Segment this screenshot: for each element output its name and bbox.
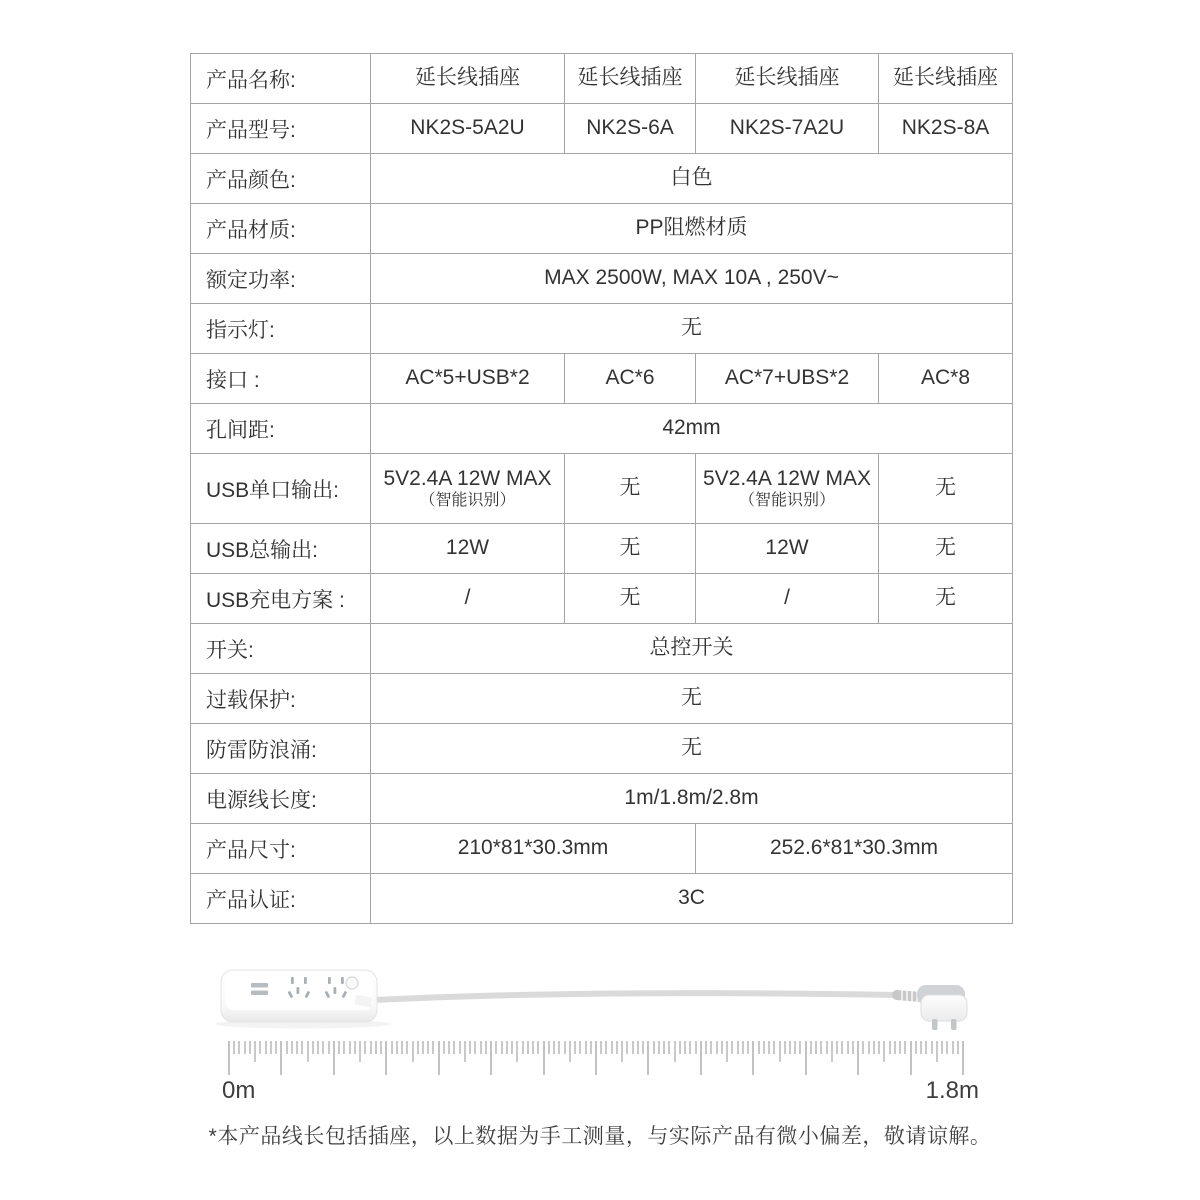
spec-value: AC*8 [879,354,1013,404]
ruler-tick [847,1041,849,1054]
ruler-tick [238,1041,240,1054]
ruler-tick [296,1041,298,1054]
table-row [191,824,1013,874]
spec-value: 无 [879,524,1013,574]
ruler-tick [244,1041,246,1054]
spec-value: 无 [371,724,1013,774]
ruler-tick [558,1041,560,1054]
ruler-tick [925,1041,927,1054]
ruler-tick [412,1041,414,1062]
spec-value: 210*81*30.3mm [371,824,696,874]
ruler-tick [312,1041,314,1054]
ruler-tick [731,1041,733,1054]
ruler-tick [485,1041,487,1054]
table-row [191,674,1013,724]
ruler-tick [338,1041,340,1054]
spec-value: 42mm [371,404,1013,454]
ruler-tick [422,1041,424,1054]
ruler-tick [469,1041,471,1054]
ruler-tick [857,1041,859,1075]
ruler-tick [453,1041,455,1054]
spec-label: 额定功率: [191,254,371,304]
ruler-tick [301,1041,303,1054]
ruler-labels [222,1077,979,1105]
ruler-tick [333,1041,335,1075]
ruler-tick [726,1041,728,1062]
ruler-tick [448,1041,450,1054]
ruler-tick [474,1041,476,1054]
ruler-tick [674,1041,676,1062]
ruler-tick [432,1041,434,1054]
table-row [191,204,1013,254]
spec-label: 产品材质: [191,204,371,254]
spec-value: AC*5+USB*2 [371,354,565,404]
ruler-start-label: 0m [222,1077,256,1104]
ruler-tick [784,1041,786,1054]
ruler-tick [810,1041,812,1054]
spec-label: 产品认证: [191,874,371,924]
ruler-tick [438,1041,440,1075]
ruler-tick [742,1041,744,1054]
ruler-tick [307,1041,309,1062]
spec-value: NK2S-5A2U [371,104,565,154]
ruler-tick [532,1041,534,1054]
ruler-tick [275,1041,277,1054]
spec-value: MAX 2500W, MAX 10A , 250V~ [371,254,1013,304]
ruler-tick [501,1041,503,1054]
ruler-tick [511,1041,513,1054]
table-row [191,574,1013,624]
spec-value: 延长线插座 [879,54,1013,104]
ruler-tick [899,1041,901,1054]
spec-value: 无 [565,454,696,524]
spec-label: 接口 : [191,354,371,404]
ruler-tick [768,1041,770,1054]
spec-value: 无 [879,454,1013,524]
ruler-tick [380,1041,382,1054]
spec-label: 电源线长度: [191,774,371,824]
ruler-tick [391,1041,393,1054]
ruler-tick [841,1041,843,1054]
ruler-tick [406,1041,408,1054]
table-row [191,254,1013,304]
ruler-tick [642,1041,644,1054]
spec-value: / [696,574,879,624]
ruler-tick [663,1041,665,1054]
ruler-tick [716,1041,718,1054]
ruler-tick [868,1041,870,1054]
ruler-tick [270,1041,272,1054]
ruler-tick [831,1041,833,1062]
ruler-tick [427,1041,429,1054]
ruler-tick [506,1041,508,1054]
ruler-tick [752,1041,754,1075]
table-row [191,404,1013,454]
spec-value: NK2S-8A [879,104,1013,154]
ruler-tick [605,1041,607,1054]
ruler-tick [590,1041,592,1054]
ruler-tick [815,1041,817,1054]
ruler-tick [689,1041,691,1054]
ruler-tick [936,1041,938,1062]
spec-label: 孔间距: [191,404,371,454]
table-row [191,874,1013,924]
ruler-tick [773,1041,775,1054]
ruler-tick [291,1041,293,1054]
ruler-tick [228,1041,230,1075]
ruler-tick [522,1041,524,1054]
table-row [191,304,1013,354]
table-row [191,154,1013,204]
ruler-tick [553,1041,555,1054]
ruler-tick [265,1041,267,1054]
spec-value: 3C [371,874,1013,924]
table-row [191,624,1013,674]
ruler-tick [495,1041,497,1054]
table-row [191,354,1013,404]
ruler-tick [259,1041,261,1054]
spec-label: USB总输出: [191,524,371,574]
spec-label: 产品尺寸: [191,824,371,874]
ruler-tick [894,1041,896,1054]
ruler-tick [375,1041,377,1054]
spec-label: USB充电方案 : [191,574,371,624]
ruler-tick [527,1041,529,1054]
spec-label: 产品颜色: [191,154,371,204]
spec-value: 总控开关 [371,624,1013,674]
ruler-tick [564,1041,566,1054]
ruler-tick [779,1041,781,1062]
ruler-tick [789,1041,791,1054]
ruler-tick [585,1041,587,1054]
table-row [191,524,1013,574]
ruler-tick [794,1041,796,1054]
ruler-tick [249,1041,251,1054]
ruler-tick [952,1041,954,1054]
ruler-tick [579,1041,581,1054]
ruler-tick [569,1041,571,1062]
ruler-tick [317,1041,319,1054]
ruler-tick [710,1041,712,1054]
ruler-tick [621,1041,623,1062]
ruler-tick [910,1041,912,1075]
ruler-tick [647,1041,649,1075]
ruler-tick [758,1041,760,1054]
spec-value: AC*6 [565,354,696,404]
spec-table [190,53,1013,924]
ruler-tick [904,1041,906,1054]
ruler-tick [343,1041,345,1054]
table-row [191,54,1013,104]
plug [917,985,967,1030]
spec-value: 延长线插座 [565,54,696,104]
ruler-tick [941,1041,943,1054]
switch-button [346,977,358,989]
ruler-tick [600,1041,602,1054]
power-cord [375,993,897,1000]
spec-value: NK2S-7A2U [696,104,879,154]
spec-label: 产品名称: [191,54,371,104]
ruler-tick [354,1041,356,1054]
ruler-tick [490,1041,492,1075]
ruler-tick [543,1041,545,1075]
ruler-tick [632,1041,634,1054]
ruler-tick [862,1041,864,1054]
ruler-tick [280,1041,282,1075]
ruler-tick [721,1041,723,1054]
ruler [228,1041,964,1077]
footnote: *本产品线长包括插座，以上数据为手工测量，与实际产品有微小偏差，敬请谅解。 [208,1125,992,1148]
spec-value: 12W [371,524,565,574]
table-row [191,454,1013,524]
spec-value: 无 [879,574,1013,624]
ruler-tick [516,1041,518,1062]
ruler-tick [396,1041,398,1054]
ruler-tick [548,1041,550,1054]
ruler-tick [443,1041,445,1054]
ruler-tick [820,1041,822,1054]
spec-label: 过载保护: [191,674,371,724]
ruler-tick [480,1041,482,1054]
table-row [191,104,1013,154]
ruler-tick [889,1041,891,1054]
ruler-tick [464,1041,466,1062]
ruler-tick [328,1041,330,1054]
ruler-tick [747,1041,749,1054]
ruler-tick [826,1041,828,1054]
spec-value: NK2S-6A [565,104,696,154]
power-strip-illustration [205,958,980,1038]
ruler-tick [254,1041,256,1062]
spec-value: 无 [371,304,1013,354]
ruler-tick [370,1041,372,1054]
spec-label: USB单口输出: [191,454,371,524]
plug-prong [951,1019,957,1030]
ruler-tick [637,1041,639,1054]
table-row [191,774,1013,824]
ruler-tick [417,1041,419,1054]
ruler-tick [878,1041,880,1054]
spec-value: 5V2.4A 12W MAX （智能识别） [371,454,565,524]
spec-label: 开关: [191,624,371,674]
ruler-tick [805,1041,807,1075]
spec-value: 12W [696,524,879,574]
ruler-tick [931,1041,933,1054]
ruler-tick [799,1041,801,1054]
ruler-tick [705,1041,707,1054]
plug-prong [932,1019,938,1030]
ruler-tick [957,1041,959,1054]
spec-value: PP阻燃材质 [371,204,1013,254]
spec-value: 白色 [371,154,1013,204]
ruler-tick [574,1041,576,1054]
ruler-tick [668,1041,670,1054]
ruler-tick [852,1041,854,1054]
ruler-tick [658,1041,660,1054]
spec-label: 防雷防浪涌: [191,724,371,774]
ruler-tick [653,1041,655,1054]
spec-value: 无 [371,674,1013,724]
spec-value: 延长线插座 [696,54,879,104]
ruler-tick [700,1041,702,1075]
table-row [191,724,1013,774]
spec-value: / [371,574,565,624]
ruler-tick [836,1041,838,1054]
ruler-tick [679,1041,681,1054]
ruler-tick [684,1041,686,1054]
ruler-tick [349,1041,351,1054]
ruler-tick [873,1041,875,1054]
spec-value: 5V2.4A 12W MAX （智能识别） [696,454,879,524]
ruler-tick [616,1041,618,1054]
ruler-tick [946,1041,948,1054]
spec-value: 无 [565,574,696,624]
ruler-tick [962,1041,964,1075]
spec-value: 延长线插座 [371,54,565,104]
ruler-tick [537,1041,539,1054]
spec-value: 252.6*81*30.3mm [696,824,1013,874]
spec-label: 产品型号: [191,104,371,154]
ruler-tick [364,1041,366,1054]
ruler-tick [401,1041,403,1054]
spec-value: 1m/1.8m/2.8m [371,774,1013,824]
spec-label: 指示灯: [191,304,371,354]
ruler-end-label: 1.8m [925,1077,979,1104]
ruler-tick [883,1041,885,1062]
ruler-tick [595,1041,597,1075]
ruler-tick [385,1041,387,1075]
ruler-tick [695,1041,697,1054]
ruler-tick [763,1041,765,1054]
ruler-tick [920,1041,922,1054]
ruler-tick [322,1041,324,1054]
spec-value: 无 [565,524,696,574]
ruler-tick [611,1041,613,1054]
ruler-tick [459,1041,461,1054]
ruler-tick [737,1041,739,1054]
spec-value: AC*7+UBS*2 [696,354,879,404]
ruler-tick [286,1041,288,1054]
strip-body [221,970,377,1022]
ruler-tick [915,1041,917,1054]
ruler-tick [233,1041,235,1054]
ruler-tick [626,1041,628,1054]
ruler-tick [359,1041,361,1062]
